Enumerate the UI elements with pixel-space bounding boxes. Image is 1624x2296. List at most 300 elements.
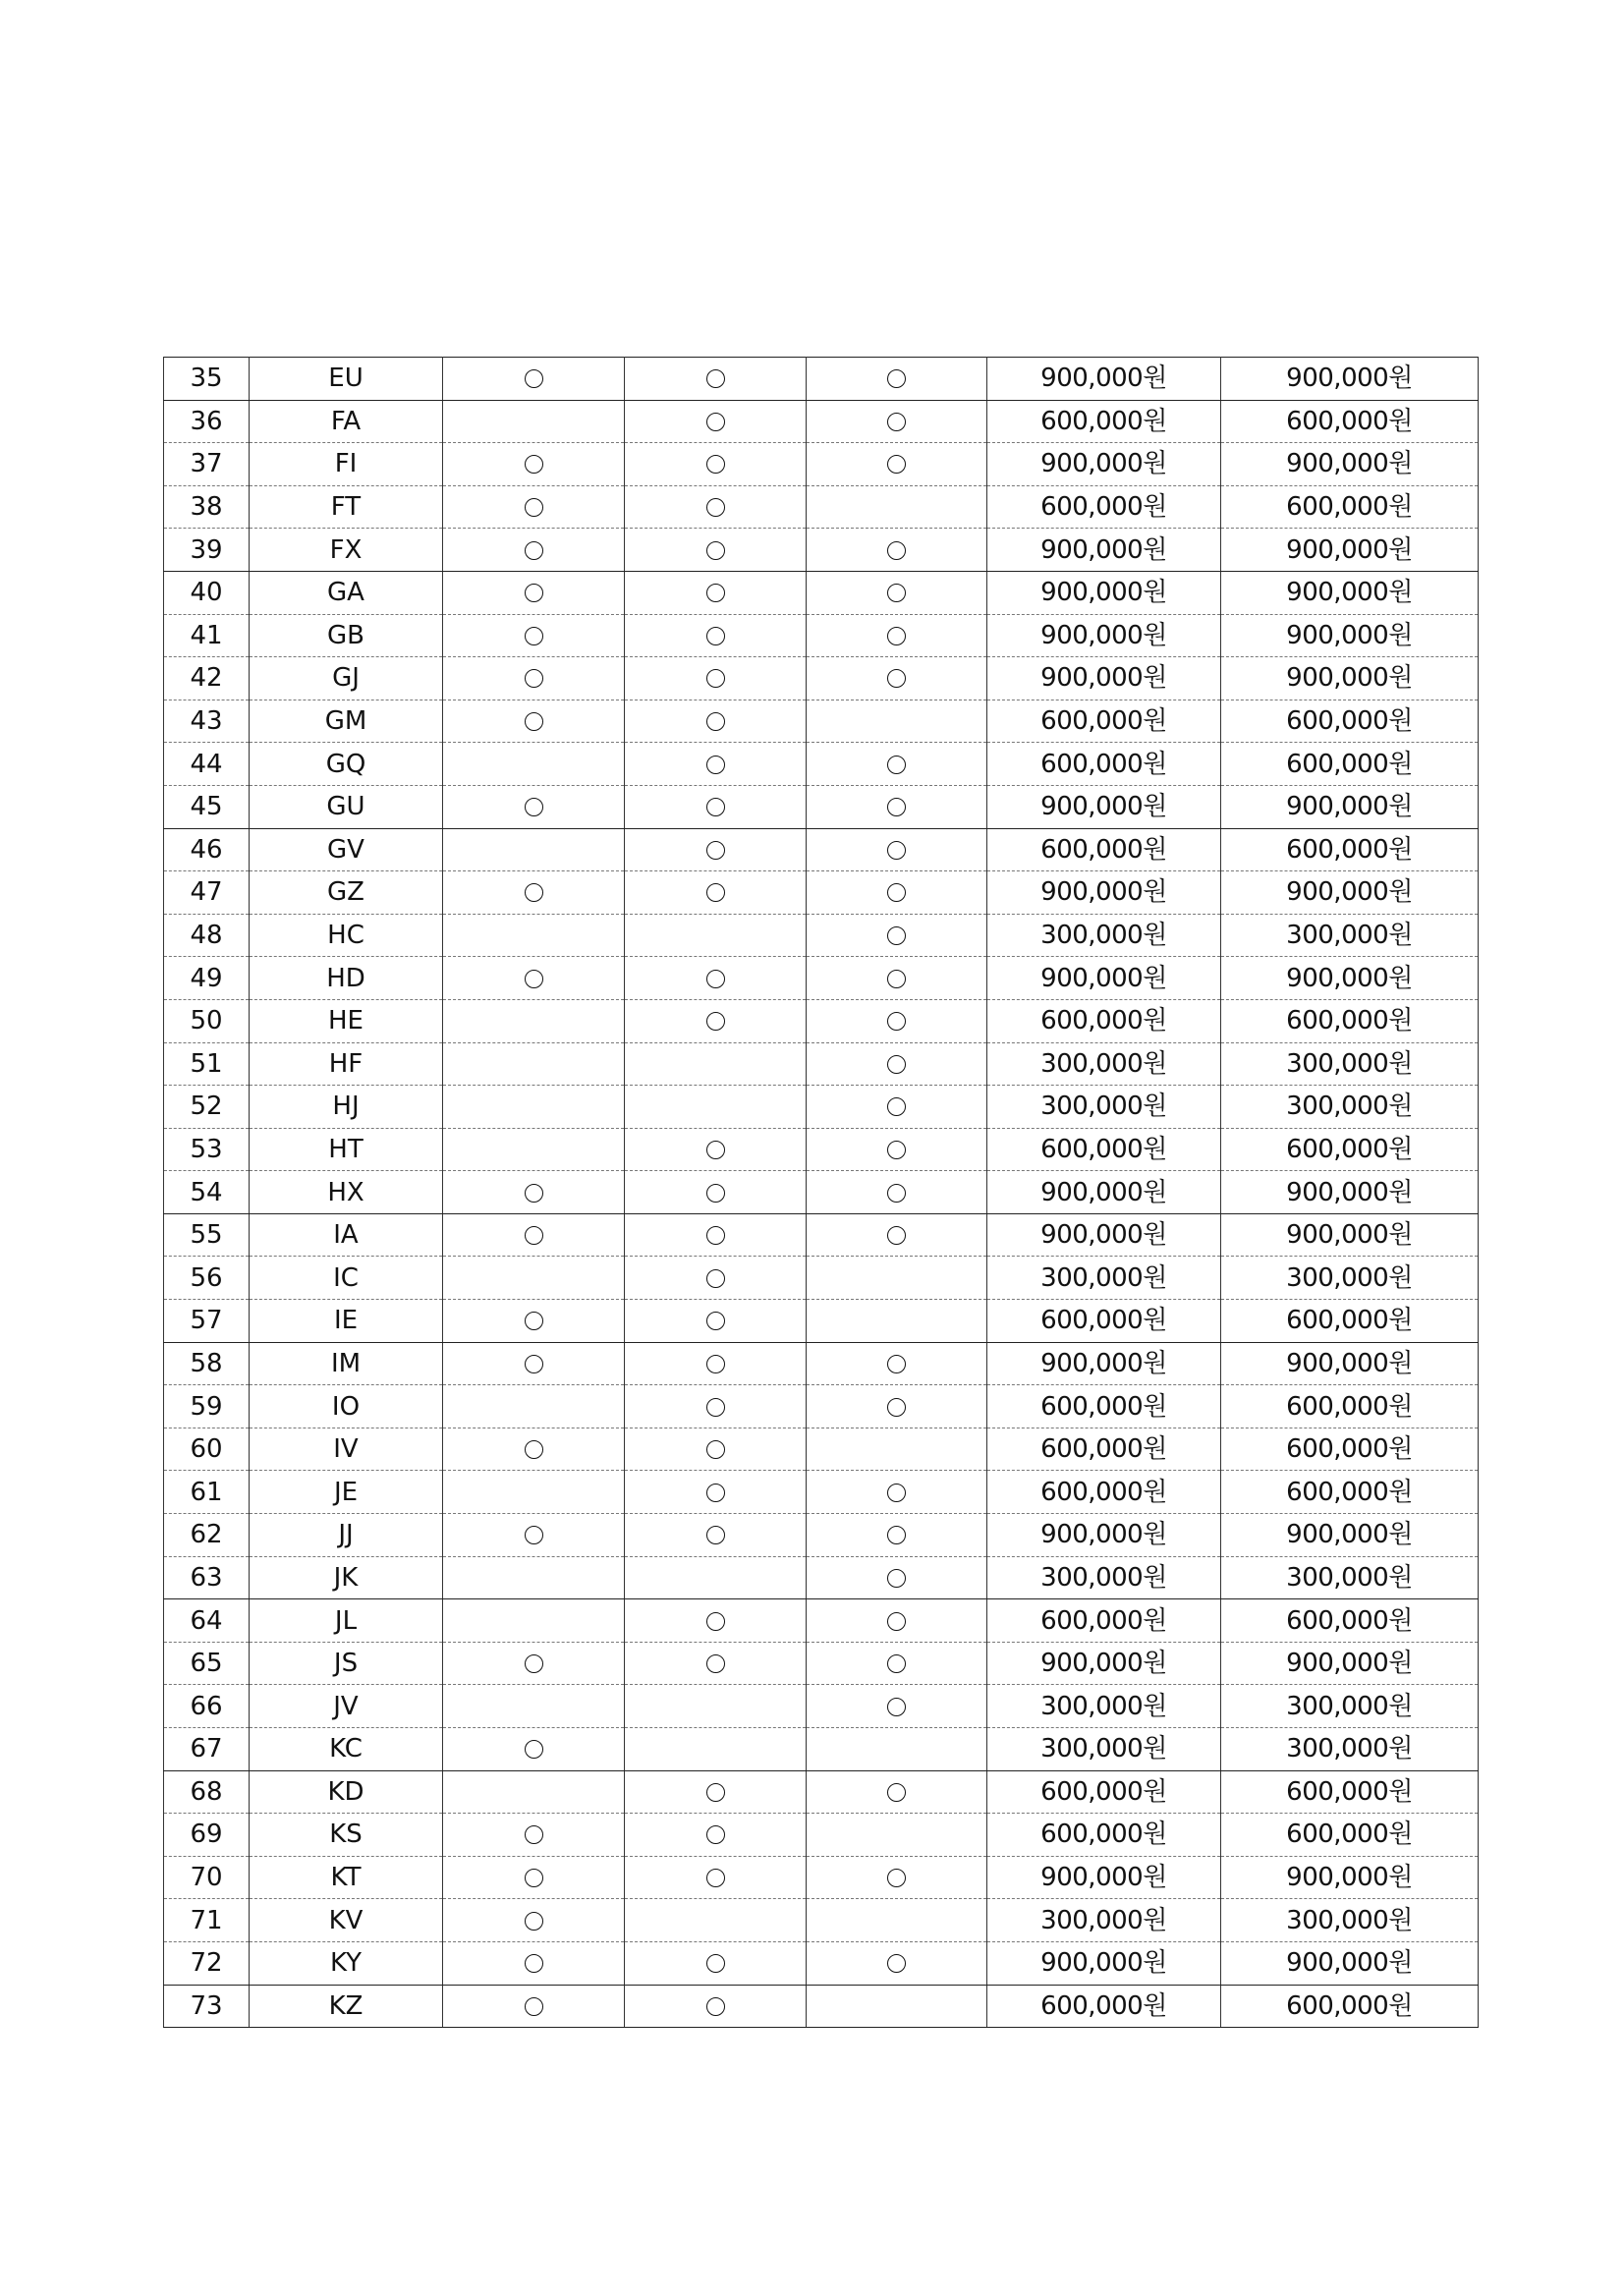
amount-cell-1: 300,000원 xyxy=(987,1899,1221,1942)
mark-cell-1 xyxy=(443,1728,625,1771)
mark-cell-3 xyxy=(807,400,987,443)
circle-mark-icon xyxy=(525,970,543,988)
mark-cell-1 xyxy=(443,1642,625,1685)
mark-cell-2 xyxy=(625,957,807,1000)
mark-cell-1 xyxy=(443,1042,625,1086)
circle-mark-icon xyxy=(706,1398,725,1417)
row-number-cell: 49 xyxy=(164,957,250,1000)
mark-cell-1 xyxy=(443,1814,625,1857)
mark-cell-2 xyxy=(625,529,807,572)
mark-cell-2 xyxy=(625,1042,807,1086)
fee-table xyxy=(163,357,1479,2028)
mark-cell-2 xyxy=(625,1899,807,1942)
amount-cell-1: 900,000원 xyxy=(987,571,1221,614)
mark-cell-3 xyxy=(807,1257,987,1300)
table-row xyxy=(164,1171,1479,1214)
amount-cell-2: 600,000원 xyxy=(1221,1128,1479,1171)
code-cell: HX xyxy=(250,1171,443,1214)
mark-cell-2 xyxy=(625,400,807,443)
amount-cell-1: 300,000원 xyxy=(987,1556,1221,1599)
mark-cell-3 xyxy=(807,1642,987,1685)
circle-mark-icon xyxy=(525,1869,543,1887)
circle-mark-icon xyxy=(525,455,543,474)
amount-cell-1: 600,000원 xyxy=(987,1385,1221,1428)
mark-cell-3 xyxy=(807,871,987,915)
mark-cell-3 xyxy=(807,529,987,572)
code-cell: KY xyxy=(250,1941,443,1985)
row-number-cell: 62 xyxy=(164,1514,250,1557)
row-number-cell: 66 xyxy=(164,1685,250,1728)
circle-mark-icon xyxy=(887,584,906,602)
table-row xyxy=(164,485,1479,529)
circle-mark-icon xyxy=(706,1869,725,1887)
amount-cell-2: 300,000원 xyxy=(1221,1685,1479,1728)
mark-cell-3 xyxy=(807,914,987,957)
mark-cell-2 xyxy=(625,1856,807,1899)
amount-cell-2: 900,000원 xyxy=(1221,614,1479,657)
amount-cell-1: 600,000원 xyxy=(987,485,1221,529)
table-row xyxy=(164,1342,1479,1385)
mark-cell-2 xyxy=(625,1770,807,1814)
circle-mark-icon xyxy=(706,669,725,688)
mark-cell-3 xyxy=(807,571,987,614)
row-number-cell: 61 xyxy=(164,1471,250,1514)
mark-cell-1 xyxy=(443,1471,625,1514)
amount-cell-2: 900,000원 xyxy=(1221,1856,1479,1899)
circle-mark-icon xyxy=(706,712,725,731)
amount-cell-1: 300,000원 xyxy=(987,1086,1221,1129)
amount-cell-1: 600,000원 xyxy=(987,1128,1221,1171)
row-number-cell: 46 xyxy=(164,828,250,871)
code-cell: GM xyxy=(250,700,443,743)
table-row xyxy=(164,1856,1479,1899)
amount-cell-2: 600,000원 xyxy=(1221,999,1479,1042)
amount-cell-2: 900,000원 xyxy=(1221,657,1479,700)
code-cell: HJ xyxy=(250,1086,443,1129)
mark-cell-3 xyxy=(807,1428,987,1471)
code-cell: JV xyxy=(250,1685,443,1728)
row-number-cell: 69 xyxy=(164,1814,250,1857)
circle-mark-icon xyxy=(706,1184,725,1203)
circle-mark-icon xyxy=(525,1997,543,2016)
code-cell: FT xyxy=(250,485,443,529)
row-number-cell: 70 xyxy=(164,1856,250,1899)
row-number-cell: 37 xyxy=(164,443,250,486)
circle-mark-icon xyxy=(887,1097,906,1116)
circle-mark-icon xyxy=(525,1825,543,1844)
mark-cell-1 xyxy=(443,828,625,871)
circle-mark-icon xyxy=(525,1184,543,1203)
code-cell: GV xyxy=(250,828,443,871)
amount-cell-2: 300,000원 xyxy=(1221,1042,1479,1086)
mark-cell-3 xyxy=(807,358,987,401)
circle-mark-icon xyxy=(706,627,725,645)
amount-cell-2: 600,000원 xyxy=(1221,700,1479,743)
amount-cell-2: 600,000원 xyxy=(1221,743,1479,786)
amount-cell-2: 600,000원 xyxy=(1221,1814,1479,1857)
row-number-cell: 36 xyxy=(164,400,250,443)
circle-mark-icon xyxy=(525,798,543,816)
mark-cell-1 xyxy=(443,1514,625,1557)
mark-cell-1 xyxy=(443,957,625,1000)
row-number-cell: 63 xyxy=(164,1556,250,1599)
row-number-cell: 51 xyxy=(164,1042,250,1086)
row-number-cell: 72 xyxy=(164,1941,250,1985)
code-cell: JS xyxy=(250,1642,443,1685)
mark-cell-1 xyxy=(443,1685,625,1728)
circle-mark-icon xyxy=(706,1825,725,1844)
code-cell: HT xyxy=(250,1128,443,1171)
mark-cell-1 xyxy=(443,1257,625,1300)
mark-cell-2 xyxy=(625,485,807,529)
mark-cell-3 xyxy=(807,1941,987,1985)
code-cell: KV xyxy=(250,1899,443,1942)
circle-mark-icon xyxy=(706,1954,725,1973)
amount-cell-2: 900,000원 xyxy=(1221,1171,1479,1214)
table-row xyxy=(164,571,1479,614)
amount-cell-2: 300,000원 xyxy=(1221,1728,1479,1771)
amount-cell-2: 900,000원 xyxy=(1221,1342,1479,1385)
code-cell: HD xyxy=(250,957,443,1000)
table-row xyxy=(164,443,1479,486)
circle-mark-icon xyxy=(525,1740,543,1759)
circle-mark-icon xyxy=(706,1526,725,1544)
table-row xyxy=(164,1770,1479,1814)
table-row xyxy=(164,1728,1479,1771)
circle-mark-icon xyxy=(525,498,543,517)
mark-cell-3 xyxy=(807,1728,987,1771)
mark-cell-2 xyxy=(625,700,807,743)
amount-cell-1: 900,000원 xyxy=(987,1171,1221,1214)
table-row xyxy=(164,1642,1479,1685)
circle-mark-icon xyxy=(525,669,543,688)
amount-cell-2: 600,000원 xyxy=(1221,1770,1479,1814)
amount-cell-1: 300,000원 xyxy=(987,1257,1221,1300)
amount-cell-2: 900,000원 xyxy=(1221,1941,1479,1985)
table-row xyxy=(164,1428,1479,1471)
table-row xyxy=(164,1814,1479,1857)
code-cell: IM xyxy=(250,1342,443,1385)
table-row xyxy=(164,1471,1479,1514)
amount-cell-2: 900,000원 xyxy=(1221,1213,1479,1257)
mark-cell-2 xyxy=(625,914,807,957)
circle-mark-icon xyxy=(706,455,725,474)
mark-cell-3 xyxy=(807,1300,987,1343)
mark-cell-2 xyxy=(625,1599,807,1643)
mark-cell-3 xyxy=(807,1814,987,1857)
table-row xyxy=(164,1385,1479,1428)
row-number-cell: 56 xyxy=(164,1257,250,1300)
table-row xyxy=(164,999,1479,1042)
circle-mark-icon xyxy=(525,1312,543,1330)
circle-mark-icon xyxy=(887,1612,906,1631)
circle-mark-icon xyxy=(525,1226,543,1245)
circle-mark-icon xyxy=(887,1698,906,1716)
amount-cell-1: 600,000원 xyxy=(987,999,1221,1042)
table-row xyxy=(164,1300,1479,1343)
mark-cell-1 xyxy=(443,485,625,529)
amount-cell-2: 900,000원 xyxy=(1221,529,1479,572)
circle-mark-icon xyxy=(706,413,725,431)
mark-cell-3 xyxy=(807,1514,987,1557)
code-cell: FI xyxy=(250,443,443,486)
mark-cell-1 xyxy=(443,358,625,401)
circle-mark-icon xyxy=(525,1954,543,1973)
table-row xyxy=(164,871,1479,915)
mark-cell-2 xyxy=(625,1941,807,1985)
table-row xyxy=(164,1514,1479,1557)
amount-cell-1: 900,000원 xyxy=(987,785,1221,828)
mark-cell-2 xyxy=(625,828,807,871)
circle-mark-icon xyxy=(706,1654,725,1673)
mark-cell-2 xyxy=(625,1728,807,1771)
mark-cell-3 xyxy=(807,785,987,828)
amount-cell-1: 900,000원 xyxy=(987,1342,1221,1385)
mark-cell-3 xyxy=(807,828,987,871)
circle-mark-icon xyxy=(887,455,906,474)
code-cell: JK xyxy=(250,1556,443,1599)
mark-cell-1 xyxy=(443,1300,625,1343)
amount-cell-2: 900,000원 xyxy=(1221,443,1479,486)
amount-cell-1: 900,000원 xyxy=(987,1941,1221,1985)
circle-mark-icon xyxy=(525,883,543,902)
circle-mark-icon xyxy=(706,1226,725,1245)
code-cell: JL xyxy=(250,1599,443,1643)
mark-cell-2 xyxy=(625,1257,807,1300)
fee-table-body xyxy=(164,358,1479,2028)
amount-cell-1: 900,000원 xyxy=(987,1514,1221,1557)
row-number-cell: 55 xyxy=(164,1213,250,1257)
circle-mark-icon xyxy=(706,970,725,988)
circle-mark-icon xyxy=(706,883,725,902)
mark-cell-2 xyxy=(625,1128,807,1171)
code-cell: FA xyxy=(250,400,443,443)
circle-mark-icon xyxy=(887,1398,906,1417)
amount-cell-2: 300,000원 xyxy=(1221,1556,1479,1599)
circle-mark-icon xyxy=(525,1912,543,1931)
row-number-cell: 59 xyxy=(164,1385,250,1428)
row-number-cell: 35 xyxy=(164,358,250,401)
mark-cell-2 xyxy=(625,1471,807,1514)
row-number-cell: 53 xyxy=(164,1128,250,1171)
mark-cell-2 xyxy=(625,743,807,786)
circle-mark-icon xyxy=(887,756,906,774)
amount-cell-1: 900,000원 xyxy=(987,529,1221,572)
row-number-cell: 54 xyxy=(164,1171,250,1214)
code-cell: KS xyxy=(250,1814,443,1857)
circle-mark-icon xyxy=(887,1355,906,1373)
amount-cell-1: 600,000원 xyxy=(987,700,1221,743)
table-row xyxy=(164,1042,1479,1086)
mark-cell-1 xyxy=(443,1086,625,1129)
mark-cell-1 xyxy=(443,1599,625,1643)
circle-mark-icon xyxy=(706,369,725,388)
circle-mark-icon xyxy=(887,669,906,688)
table-row xyxy=(164,1213,1479,1257)
circle-mark-icon xyxy=(525,627,543,645)
mark-cell-1 xyxy=(443,529,625,572)
row-number-cell: 68 xyxy=(164,1770,250,1814)
row-number-cell: 57 xyxy=(164,1300,250,1343)
circle-mark-icon xyxy=(887,1569,906,1588)
mark-cell-1 xyxy=(443,743,625,786)
amount-cell-1: 900,000원 xyxy=(987,1213,1221,1257)
circle-mark-icon xyxy=(887,369,906,388)
mark-cell-2 xyxy=(625,358,807,401)
mark-cell-2 xyxy=(625,1428,807,1471)
table-row xyxy=(164,914,1479,957)
row-number-cell: 65 xyxy=(164,1642,250,1685)
mark-cell-1 xyxy=(443,657,625,700)
amount-cell-1: 900,000원 xyxy=(987,614,1221,657)
circle-mark-icon xyxy=(706,1997,725,2016)
mark-cell-3 xyxy=(807,957,987,1000)
mark-cell-1 xyxy=(443,1770,625,1814)
mark-cell-1 xyxy=(443,700,625,743)
amount-cell-1: 600,000원 xyxy=(987,1471,1221,1514)
mark-cell-1 xyxy=(443,1171,625,1214)
circle-mark-icon xyxy=(525,1355,543,1373)
table-row xyxy=(164,1599,1479,1643)
circle-mark-icon xyxy=(887,1055,906,1074)
mark-cell-3 xyxy=(807,485,987,529)
code-cell: GJ xyxy=(250,657,443,700)
table-row xyxy=(164,529,1479,572)
row-number-cell: 67 xyxy=(164,1728,250,1771)
circle-mark-icon xyxy=(706,798,725,816)
mark-cell-3 xyxy=(807,614,987,657)
mark-cell-3 xyxy=(807,999,987,1042)
code-cell: IC xyxy=(250,1257,443,1300)
table-row xyxy=(164,957,1479,1000)
mark-cell-1 xyxy=(443,1342,625,1385)
circle-mark-icon xyxy=(525,1440,543,1459)
mark-cell-1 xyxy=(443,1428,625,1471)
code-cell: JJ xyxy=(250,1514,443,1557)
code-cell: IA xyxy=(250,1213,443,1257)
mark-cell-1 xyxy=(443,1128,625,1171)
row-number-cell: 50 xyxy=(164,999,250,1042)
amount-cell-1: 600,000원 xyxy=(987,828,1221,871)
mark-cell-2 xyxy=(625,571,807,614)
mark-cell-3 xyxy=(807,1342,987,1385)
circle-mark-icon xyxy=(887,541,906,560)
code-cell: KZ xyxy=(250,1985,443,2028)
mark-cell-2 xyxy=(625,1086,807,1129)
row-number-cell: 60 xyxy=(164,1428,250,1471)
amount-cell-1: 600,000원 xyxy=(987,400,1221,443)
row-number-cell: 52 xyxy=(164,1086,250,1129)
row-number-cell: 47 xyxy=(164,871,250,915)
circle-mark-icon xyxy=(887,1869,906,1887)
mark-cell-3 xyxy=(807,700,987,743)
table-row xyxy=(164,1128,1479,1171)
amount-cell-1: 900,000원 xyxy=(987,657,1221,700)
mark-cell-2 xyxy=(625,1213,807,1257)
table-row xyxy=(164,1899,1479,1942)
table-row xyxy=(164,400,1479,443)
mark-cell-2 xyxy=(625,657,807,700)
mark-cell-1 xyxy=(443,871,625,915)
circle-mark-icon xyxy=(706,541,725,560)
code-cell: KC xyxy=(250,1728,443,1771)
table-row xyxy=(164,358,1479,401)
mark-cell-3 xyxy=(807,443,987,486)
row-number-cell: 58 xyxy=(164,1342,250,1385)
amount-cell-1: 600,000원 xyxy=(987,1814,1221,1857)
mark-cell-2 xyxy=(625,1171,807,1214)
circle-mark-icon xyxy=(887,1783,906,1802)
circle-mark-icon xyxy=(706,1269,725,1288)
code-cell: GQ xyxy=(250,743,443,786)
table-row xyxy=(164,743,1479,786)
code-cell: KT xyxy=(250,1856,443,1899)
mark-cell-1 xyxy=(443,400,625,443)
table-row xyxy=(164,1086,1479,1129)
amount-cell-2: 300,000원 xyxy=(1221,914,1479,957)
amount-cell-2: 600,000원 xyxy=(1221,1385,1479,1428)
table-row xyxy=(164,1985,1479,2028)
code-cell: JE xyxy=(250,1471,443,1514)
row-number-cell: 39 xyxy=(164,529,250,572)
row-number-cell: 73 xyxy=(164,1985,250,2028)
code-cell: GB xyxy=(250,614,443,657)
circle-mark-icon xyxy=(525,369,543,388)
amount-cell-1: 600,000원 xyxy=(987,1599,1221,1643)
mark-cell-3 xyxy=(807,1086,987,1129)
circle-mark-icon xyxy=(887,926,906,945)
code-cell: IE xyxy=(250,1300,443,1343)
mark-cell-3 xyxy=(807,1385,987,1428)
amount-cell-1: 600,000원 xyxy=(987,1300,1221,1343)
amount-cell-2: 600,000원 xyxy=(1221,828,1479,871)
mark-cell-2 xyxy=(625,785,807,828)
table-row xyxy=(164,657,1479,700)
mark-cell-2 xyxy=(625,1514,807,1557)
amount-cell-2: 900,000원 xyxy=(1221,785,1479,828)
circle-mark-icon xyxy=(706,841,725,860)
row-number-cell: 45 xyxy=(164,785,250,828)
code-cell: HE xyxy=(250,999,443,1042)
amount-cell-2: 600,000원 xyxy=(1221,1471,1479,1514)
circle-mark-icon xyxy=(706,1312,725,1330)
amount-cell-1: 600,000원 xyxy=(987,743,1221,786)
circle-mark-icon xyxy=(887,1141,906,1159)
mark-cell-1 xyxy=(443,1941,625,1985)
circle-mark-icon xyxy=(525,1654,543,1673)
circle-mark-icon xyxy=(887,798,906,816)
mark-cell-2 xyxy=(625,999,807,1042)
code-cell: FX xyxy=(250,529,443,572)
amount-cell-2: 600,000원 xyxy=(1221,1599,1479,1643)
circle-mark-icon xyxy=(706,498,725,517)
table-row xyxy=(164,1257,1479,1300)
circle-mark-icon xyxy=(887,970,906,988)
amount-cell-2: 900,000원 xyxy=(1221,571,1479,614)
row-number-cell: 44 xyxy=(164,743,250,786)
circle-mark-icon xyxy=(525,1526,543,1544)
mark-cell-3 xyxy=(807,1899,987,1942)
circle-mark-icon xyxy=(887,413,906,431)
circle-mark-icon xyxy=(706,756,725,774)
amount-cell-2: 900,000원 xyxy=(1221,358,1479,401)
code-cell: KD xyxy=(250,1770,443,1814)
amount-cell-1: 900,000원 xyxy=(987,871,1221,915)
mark-cell-1 xyxy=(443,914,625,957)
circle-mark-icon xyxy=(525,541,543,560)
mark-cell-2 xyxy=(625,1985,807,2028)
mark-cell-1 xyxy=(443,1899,625,1942)
